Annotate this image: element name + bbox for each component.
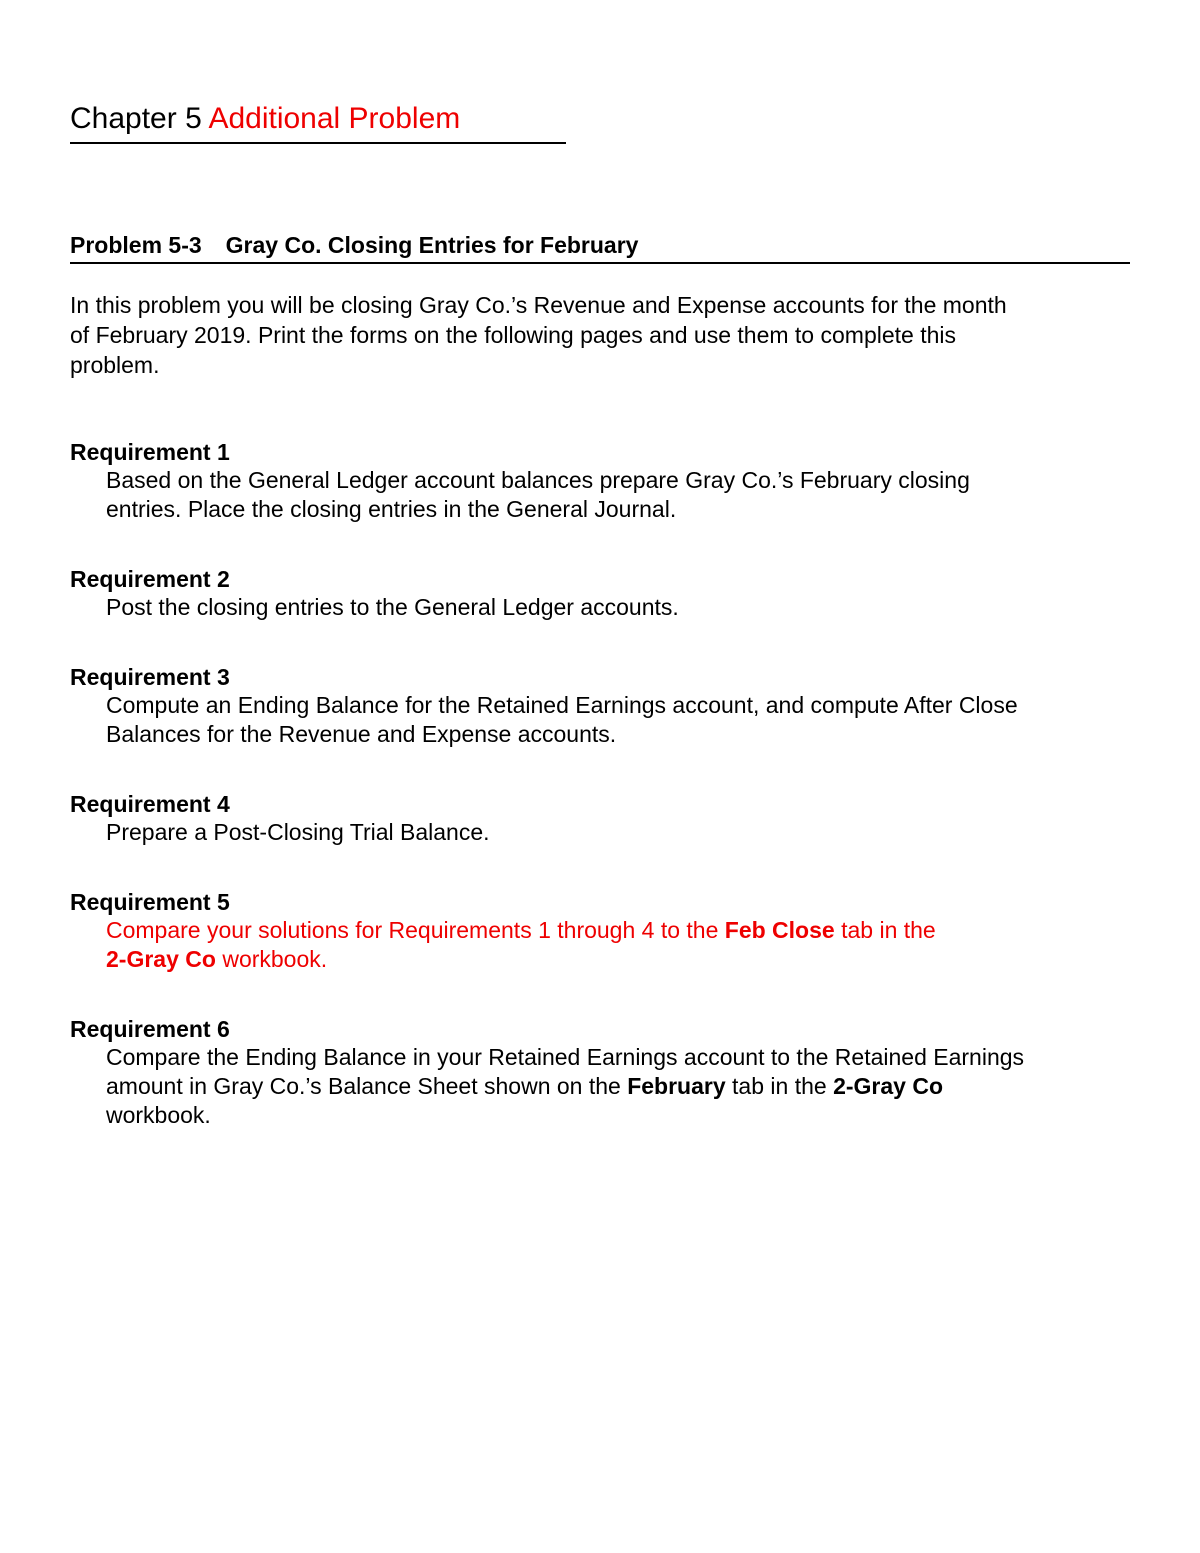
- workbook-name: 2-Gray Co: [833, 1073, 944, 1099]
- requirement-heading: Requirement 4: [70, 791, 230, 817]
- chapter-title-prefix: Chapter 5: [70, 102, 202, 135]
- problem-title-text: Gray Co. Closing Entries for February: [225, 232, 639, 258]
- requirement-line: Balances for the Revenue and Expense accounts.: [106, 721, 617, 747]
- requirement-body: [70, 916, 1150, 974]
- requirement-heading: Requirement 3: [70, 664, 230, 690]
- requirement-body: [70, 466, 1150, 524]
- problem-number: Problem 5-3: [70, 232, 202, 258]
- requirement-line: [106, 1072, 1150, 1101]
- requirement-body: [70, 818, 1150, 847]
- requirement-body: [70, 1043, 1150, 1130]
- requirement-body: [70, 593, 1150, 622]
- requirement-5: [70, 888, 1150, 974]
- requirement-6: [70, 1015, 1150, 1130]
- workbook-name: 2-Gray Co: [106, 946, 216, 972]
- requirement-line: Based on the General Ledger account balances prepare Gray Co.’s February closing: [106, 467, 970, 493]
- tab-name-february: February: [627, 1073, 726, 1099]
- requirement-line: Compare the Ending Balance in your Retained Earnings account to the Retained Earnings: [106, 1044, 1025, 1070]
- intro-paragraph: [70, 290, 1140, 380]
- requirement-line: Prepare a Post-Closing Trial Balance.: [106, 819, 490, 845]
- requirement-4: [70, 790, 1150, 847]
- requirement-1: [70, 438, 1150, 524]
- requirement-body: [70, 691, 1150, 749]
- chapter-title: [70, 100, 566, 144]
- requirement-text: tab in the: [725, 1073, 834, 1099]
- intro-line: problem.: [70, 352, 160, 378]
- requirement-heading: Requirement 6: [70, 1016, 230, 1042]
- requirement-line: entries. Place the closing entries in the General Journal.: [106, 496, 677, 522]
- requirement-line: [106, 945, 1150, 974]
- requirement-line: Post the closing entries to the General Ledger accounts.: [106, 594, 679, 620]
- intro-line: of February 2019. Print the forms on the following pages and use them to complete this: [70, 322, 956, 348]
- requirement-3: [70, 663, 1150, 749]
- requirement-line: [106, 916, 1150, 945]
- requirement-line: Compute an Ending Balance for the Retained Earnings account, and compute After Close: [106, 692, 1018, 718]
- requirement-heading: Requirement 1: [70, 439, 230, 465]
- requirement-text: workbook.: [215, 946, 328, 972]
- requirement-heading: Requirement 5: [70, 889, 230, 915]
- tab-name-feb-close: Feb Close: [724, 917, 835, 943]
- chapter-title-highlight: Additional Problem: [208, 102, 461, 135]
- requirement-text: amount in Gray Co.’s Balance Sheet shown on the: [106, 1073, 628, 1099]
- requirement-text: Compare your solutions for Requirements 1 through 4 to the: [106, 917, 725, 943]
- intro-line: In this problem you will be closing Gray Co.’s Revenue and Expense accounts for the month: [70, 292, 1007, 318]
- problem-heading: [70, 230, 1130, 264]
- requirement-2: [70, 565, 1150, 622]
- requirement-text: tab in the: [834, 917, 936, 943]
- requirement-heading: Requirement 2: [70, 566, 230, 592]
- requirement-line: workbook.: [106, 1102, 211, 1128]
